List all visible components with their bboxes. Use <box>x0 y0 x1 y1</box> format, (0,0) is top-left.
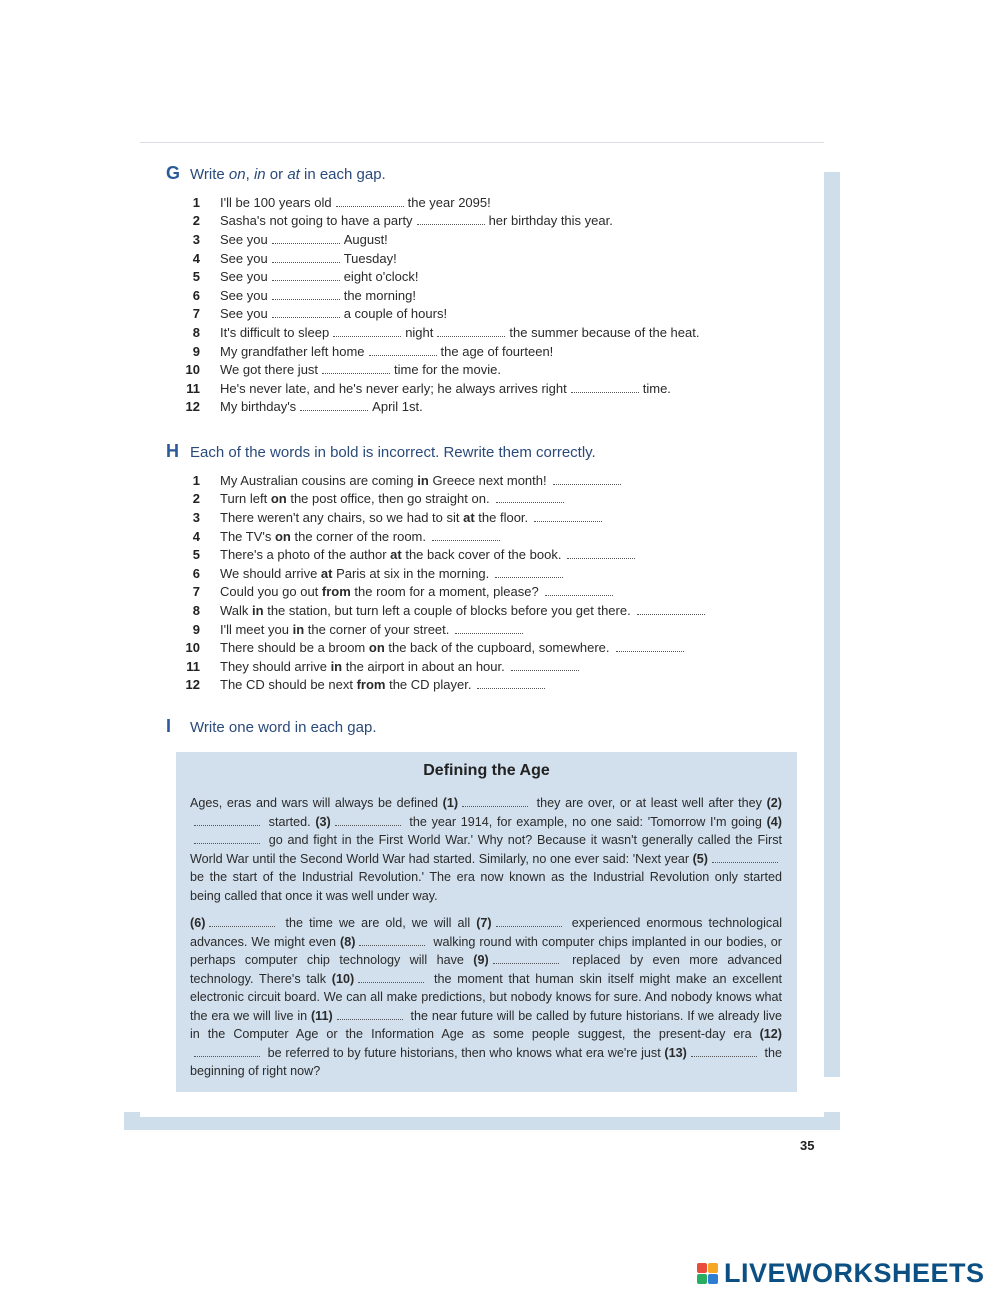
item-text <box>220 584 617 599</box>
liveworksheets-brand <box>697 1258 985 1289</box>
item-number: 6 <box>192 287 200 303</box>
sentence-start: My Australian cousins are coming <box>220 472 418 488</box>
text-before-gap: It's difficult to sleep <box>220 324 330 340</box>
exercise-item <box>176 323 816 342</box>
sentence-start: There should be a broom <box>220 640 369 656</box>
item-number: 7 <box>192 306 200 322</box>
exercise-item <box>176 657 816 676</box>
text-before-gap: See you <box>220 231 268 247</box>
answer-gap[interactable] <box>272 252 340 263</box>
gap-number: (9) <box>473 953 489 967</box>
answer-gap[interactable] <box>322 363 390 374</box>
incorrect-word: in <box>252 602 264 618</box>
exercise-item <box>176 676 816 695</box>
gap-number: (12) <box>759 1027 782 1041</box>
sentence-end: Greece next month! <box>428 472 547 488</box>
page-edge-shadow-right <box>822 172 840 1077</box>
item-number: 5 <box>192 547 200 563</box>
answer-gap[interactable] <box>272 233 340 244</box>
answer-gap[interactable] <box>432 530 500 541</box>
paragraph-text: the beginning of right now? <box>190 1045 782 1078</box>
sentence-start: Could you go out <box>220 584 322 600</box>
section-i-title: Write one word in each gap. <box>190 719 377 736</box>
sentence-end: the airport in about an hour. <box>342 658 505 674</box>
paragraph-text: replaced by even more advanced technology. There's talk <box>190 953 782 986</box>
reading-text-box <box>176 752 797 1092</box>
sentence-end: the back of the cupboard, somewhere. <box>384 640 610 656</box>
exercise-item <box>176 620 816 639</box>
answer-gap[interactable] <box>272 289 340 300</box>
page-number: 35 <box>800 1138 815 1153</box>
paragraph-text: Ages, eras and wars will always be defined <box>190 796 443 810</box>
item-text <box>220 566 567 581</box>
exercise-item <box>176 583 816 602</box>
item-number: 5 <box>192 269 200 285</box>
text-after-gap: Tuesday! <box>343 250 397 266</box>
gap-number: (1) <box>442 796 459 810</box>
paragraph-text: the year 1914, for example, no one said: 'Tomorrow I'm going <box>404 814 767 829</box>
item-text <box>220 251 397 266</box>
sentence-start: The TV's <box>220 528 275 544</box>
exercise-item <box>176 342 816 361</box>
text-before-gap: My birthday's <box>220 399 297 415</box>
item-number: 9 <box>192 621 200 637</box>
item-text <box>220 640 688 655</box>
item-number: 3 <box>192 231 200 247</box>
item-text <box>220 510 606 525</box>
item-number: 8 <box>192 324 200 340</box>
sentence-start: They should arrive <box>220 658 331 674</box>
logo-square <box>708 1274 718 1284</box>
item-text <box>220 622 527 637</box>
sentence-start: The CD should be next <box>220 677 357 693</box>
sentence-end: the station, but turn left a couple of blocks before you get there. <box>263 602 631 618</box>
text-after-gap: April 1st. <box>372 399 423 415</box>
exercise-item <box>176 638 816 657</box>
sentence-start: We should arrive <box>220 565 321 581</box>
item-text <box>220 473 625 488</box>
exercise-item <box>176 601 816 620</box>
text-after-gap: time for the movie. <box>394 362 501 378</box>
item-text <box>220 659 583 674</box>
reading-title: Defining the Age <box>423 762 550 779</box>
exercise-item <box>176 305 816 324</box>
answer-gap[interactable] <box>335 815 401 826</box>
answer-gap[interactable] <box>333 326 401 337</box>
incorrect-word: in <box>417 472 429 488</box>
answer-gap[interactable] <box>712 852 778 863</box>
item-text <box>220 306 447 321</box>
exercise-item <box>176 398 816 417</box>
answer-gap[interactable] <box>571 382 639 393</box>
section-i-letter: I <box>166 716 172 736</box>
text-after-gap: her birthday this year. <box>488 213 613 229</box>
logo-square <box>697 1274 707 1284</box>
item-number: 2 <box>192 213 200 229</box>
item-text <box>220 677 549 692</box>
sentence-end: the CD player. <box>385 677 472 693</box>
item-number: 8 <box>192 602 200 618</box>
exercise-item <box>176 286 816 305</box>
sentence-end: the back cover of the book. <box>401 547 562 563</box>
exercise-item <box>176 508 816 527</box>
gap-number: (8) <box>340 934 356 949</box>
answer-gap[interactable] <box>534 511 602 522</box>
answer-gap[interactable] <box>209 916 275 927</box>
answer-gap[interactable] <box>462 796 528 807</box>
answer-gap[interactable] <box>194 815 260 826</box>
exercise-item <box>176 230 816 249</box>
answer-gap[interactable] <box>495 567 563 578</box>
sentence-end: the floor. <box>474 509 529 525</box>
section-g-header <box>166 163 386 184</box>
item-text <box>220 269 418 284</box>
logo-square <box>708 1263 718 1273</box>
reading-paragraph-2 <box>190 914 782 1081</box>
item-number: 1 <box>192 472 200 488</box>
item-text <box>220 195 491 210</box>
exercise-item <box>176 490 816 509</box>
paragraph-text: be the start of the Industrial Revolution.' The era now known as the Industrial Revolution only started being called that once it was well under way. <box>190 870 782 903</box>
item-number: 10 <box>185 362 200 378</box>
section-g-exercise-list <box>176 193 816 416</box>
item-number: 12 <box>185 677 200 693</box>
text-after-gap: eight o'clock! <box>343 269 419 285</box>
item-text <box>220 381 671 396</box>
answer-gap[interactable] <box>553 474 621 485</box>
gap-number: (2) <box>766 796 782 810</box>
paragraph-text: the time we are old, we will all <box>279 916 477 930</box>
item-text <box>220 213 613 228</box>
answer-gap[interactable] <box>511 660 579 671</box>
text-after-gap: a couple of hours! <box>343 306 448 322</box>
sentence-start: Turn left <box>220 491 271 507</box>
item-number: 4 <box>192 528 200 544</box>
answer-gap[interactable] <box>637 604 705 615</box>
item-text <box>220 288 416 303</box>
incorrect-word: from <box>321 584 351 600</box>
incorrect-word: at <box>463 509 475 525</box>
paragraph-text: started. <box>264 814 316 829</box>
item-text <box>220 232 388 247</box>
answer-gap[interactable] <box>359 935 425 946</box>
section-h-title: Each of the words in bold is incorrect. Rewrite them correctly. <box>190 444 596 461</box>
text-before-gap: See you <box>220 269 268 285</box>
answer-gap[interactable] <box>455 623 523 634</box>
gap-number: (6) <box>190 916 206 930</box>
gap-number: (5) <box>692 851 708 866</box>
item-text <box>220 344 553 359</box>
item-number: 1 <box>192 194 200 210</box>
paragraph-text: walking round with computer chips implanted in our bodies, or perhaps computer chip technology will have <box>190 934 782 967</box>
answer-gap[interactable] <box>493 953 559 964</box>
sentence-end: Paris at six in the morning. <box>332 565 490 581</box>
sentence-end: the post office, then go straight on. <box>286 491 490 507</box>
incorrect-word: on <box>274 528 291 544</box>
section-g-letter: G <box>166 163 181 183</box>
answer-gap[interactable] <box>567 548 635 559</box>
answer-gap[interactable] <box>272 270 340 281</box>
gap-number: (4) <box>766 814 783 829</box>
gap-number: (7) <box>476 916 492 930</box>
item-text <box>220 547 639 562</box>
answer-gap[interactable] <box>496 916 562 927</box>
item-number: 11 <box>186 658 200 674</box>
gap-number: (13) <box>664 1045 687 1060</box>
item-number: 7 <box>192 584 200 600</box>
item-number: 11 <box>186 380 200 396</box>
exercise-item <box>176 471 816 490</box>
paragraph-text: the moment that human skin itself might make an excellent electronic circuit board. We can all make predictions, but nobody knows for sure. And nobody knows what the era we will live in <box>190 971 782 1023</box>
item-number: 3 <box>192 509 200 525</box>
liveworksheets-logo-icon <box>697 1263 718 1284</box>
paragraph-text: the near future will be called by future historians. If we already live in the Computer Age or the Information Age as some people suggest, the present-day era <box>190 1008 782 1041</box>
exercise-item <box>176 267 816 286</box>
gap-number: (10) <box>331 971 355 986</box>
exercise-item <box>176 249 816 268</box>
exercise-item <box>176 527 816 546</box>
sentence-start: I'll meet you <box>220 621 293 637</box>
gap-number: (11) <box>310 1008 333 1023</box>
item-number: 12 <box>185 399 200 415</box>
exercise-item <box>176 564 816 583</box>
item-number: 9 <box>192 343 200 359</box>
incorrect-word: from <box>356 677 386 693</box>
answer-gap[interactable] <box>437 326 505 337</box>
text-before-gap: My grandfather left home <box>220 343 365 359</box>
section-h-header <box>166 441 596 462</box>
sentence-start: There weren't any chairs, so we had to sit <box>220 509 464 525</box>
logo-square <box>697 1263 707 1273</box>
item-number: 4 <box>192 250 200 266</box>
gap-number: (3) <box>315 814 331 829</box>
answer-gap[interactable] <box>336 196 404 207</box>
item-text <box>220 362 501 377</box>
text-before-gap: See you <box>220 250 268 266</box>
answer-gap[interactable] <box>369 345 437 356</box>
answer-gap[interactable] <box>691 1046 757 1057</box>
incorrect-word: at <box>320 565 333 581</box>
exercise-item <box>176 212 816 231</box>
answer-gap[interactable] <box>477 678 545 689</box>
answer-gap[interactable] <box>337 1009 403 1020</box>
incorrect-word: at <box>390 547 402 563</box>
sentence-end: the room for a moment, please? <box>350 584 539 600</box>
incorrect-word: in <box>330 658 343 674</box>
exercise-item <box>176 545 816 564</box>
text-before-gap: See you <box>220 287 268 303</box>
paragraph-text: they are over, or at least well after they <box>532 796 767 810</box>
text-after-gap: August! <box>343 231 388 247</box>
item-number: 2 <box>192 491 200 507</box>
answer-gap[interactable] <box>194 1046 260 1057</box>
text-before-gap: I'll be 100 years old <box>220 194 332 210</box>
item-text <box>220 529 504 544</box>
text-after-gap: the morning! <box>343 287 416 303</box>
text-between-gaps: night <box>405 324 434 340</box>
answer-gap[interactable] <box>300 400 368 411</box>
text-after-gap: the year 2095! <box>407 194 491 210</box>
exercise-item <box>176 360 816 379</box>
text-before-gap: See you <box>220 306 268 322</box>
text-before-gap: We got there just <box>220 362 319 378</box>
incorrect-word: on <box>270 491 287 507</box>
section-g-title: Write on, in or at in each gap. <box>190 166 386 183</box>
item-text <box>220 325 699 340</box>
answer-gap[interactable] <box>417 214 485 225</box>
section-i-header <box>166 716 377 737</box>
text-after-gap: the age of fourteen! <box>440 343 554 359</box>
item-text <box>220 399 423 414</box>
section-h-letter: H <box>166 441 179 461</box>
paragraph-text: experienced enormous technological advances. We might even <box>190 916 782 949</box>
reading-paragraph-1 <box>190 794 782 905</box>
incorrect-word: on <box>368 640 385 656</box>
text-before-gap: He's never late, and he's never early; he always arrives right <box>220 380 567 396</box>
answer-gap[interactable] <box>272 307 340 318</box>
answer-gap[interactable] <box>545 585 613 596</box>
text-after-gap: the summer because of the heat. <box>509 324 700 340</box>
sentence-end: the corner of your street. <box>304 621 450 637</box>
item-text <box>220 491 568 506</box>
paragraph-text: go and fight in the First World War.' Why not? Because it wasn't generally called the First World War until the Second World War had started. Similarly, no one ever said: 'Next year <box>190 833 782 866</box>
answer-gap[interactable] <box>194 833 260 844</box>
brand-text: LIVEWORKSHEETS <box>724 1258 985 1288</box>
exercise-item <box>176 379 816 398</box>
incorrect-word: in <box>292 621 305 637</box>
text-before-gap: Sasha's not going to have a party <box>220 213 413 229</box>
paragraph-text: be referred to by future historians, then who knows what era we're just <box>264 1045 665 1060</box>
item-number: 10 <box>185 640 200 656</box>
answer-gap[interactable] <box>496 492 564 503</box>
sentence-start: Walk <box>220 602 253 618</box>
exercise-item <box>176 193 816 212</box>
item-number: 6 <box>192 565 200 581</box>
item-text <box>220 603 709 618</box>
section-h-exercise-list <box>176 471 816 694</box>
sentence-end: the corner of the room. <box>290 528 426 544</box>
answer-gap[interactable] <box>616 641 684 652</box>
sentence-start: There's a photo of the author <box>220 547 391 563</box>
answer-gap[interactable] <box>358 972 424 983</box>
text-after-gap: time. <box>642 380 671 396</box>
